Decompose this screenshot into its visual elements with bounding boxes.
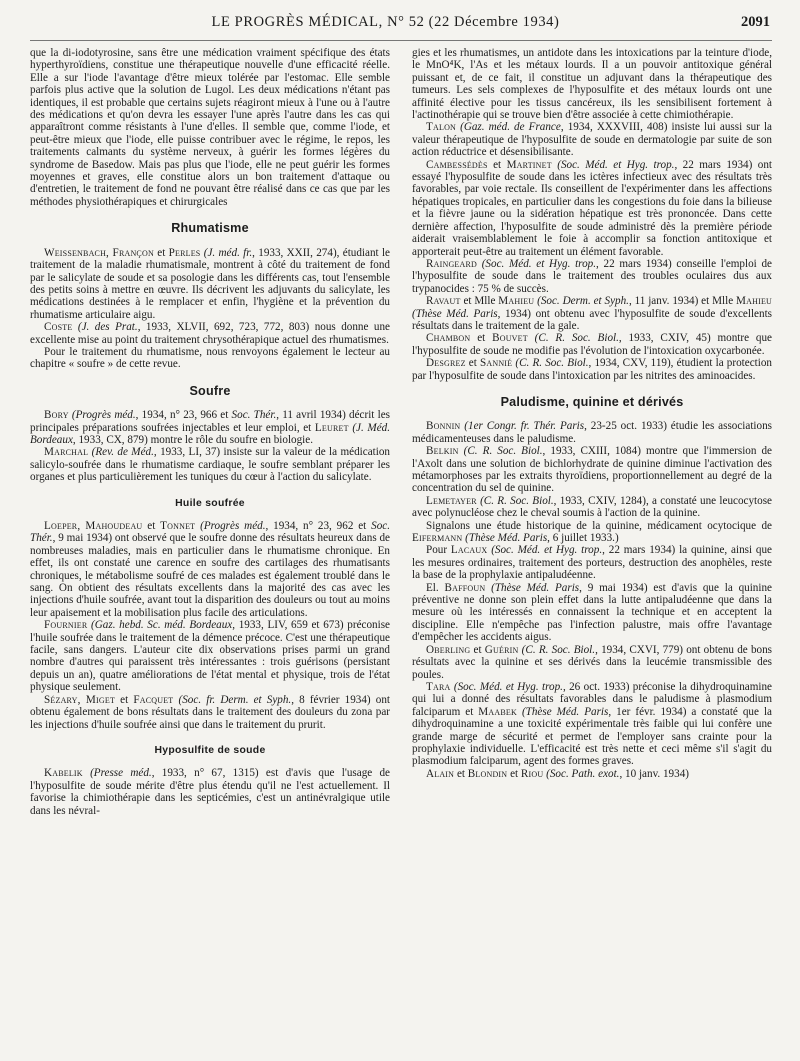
- section-heading-rhumatisme: Rhumatisme: [171, 221, 249, 236]
- journal-title: LE PROGRÈS MÉDICAL, N° 52 (22 Décembre 1934): [211, 14, 560, 30]
- running-head: [30, 14, 772, 41]
- paragraph-ravaut: Ravaut et Mlle Mahieu (Soc. Derm. et Syph., 11 janv. 1934) et Mlle Mahieu (Thèse Méd. Paris, 1934) ont obtenu avec l'hyposulfite de soude d'excellents résultats dans le traitement de la gale.: [412, 295, 773, 332]
- paragraph-belkin: Belkin (C. R. Soc. Biol., 1933, CXIII, 1084) montre que l'immersion de l'Axolt dans une solution de bichlorhydrate de quinine diminue l'activation des métamorphoses par les extraits thyroïdiens, proportionnellement au degré de la concentration du sel de quinine.: [412, 445, 772, 495]
- right-column: [412, 47, 772, 817]
- paragraph-coste: Coste (J. des Prat., 1933, XLVII, 692, 723, 772, 803) nous donne une excellente mise au point du traitement chrysothérapique actuel des rhumatismes.: [30, 321, 390, 346]
- paragraph-lacaux: Pour Lacaux (Soc. Méd. et Hyg. trop., 22 mars 1934) la quinine, ainsi que les mesures ordinaires, traitement des porteurs, destruction des anophèles, reste la base de la prophylaxie antipaludéenne.: [412, 544, 773, 582]
- paragraph-oberling: Oberling et Guérin (C. R. Soc. Biol., 1934, CXVI, 779) ont obtenu de bons résultats avec la quinine et ses dérivés dans la leucémie transmissible des poules.: [412, 643, 772, 681]
- paragraph-chambon: Chambon et Bouvet (C. R. Soc. Biol., 1933, CXIV, 45) montre que l'hyposulfite de soude ne modifie pas l'évolution de l'intoxication oxycarbonée.: [412, 332, 772, 357]
- paragraph-alain: Alain et Blondin et Riou (Soc. Path. exot., 10 janv. 1934): [426, 767, 689, 780]
- paragraph-raingeard: Raingeard (Soc. Méd. et Hyg. trop., 22 mars 1934) conseille l'emploi de l'hyposulfite de soude dans le traitement des troubles oculaires dus aux trypanocides : 75 % de succès.: [412, 257, 772, 295]
- paragraph-sezary: Sézary, Miget et Facquet (Soc. fr. Derm. et Syph., 8 février 1934) ont obtenu également de bons résultats dans le traitement des douleurs du zona par les injections d'huile soufrée ainsi que dans le traitement du prurit.: [30, 693, 390, 731]
- subsection-heading-huile-soufree: Huile soufrée: [175, 497, 245, 509]
- paragraph-talon: Talon (Gaz. méd. de France, 1934, XXXVIII, 408) insiste lui aussi sur la valeur thérapeutique de l'hyposulfite de soude en dermatologie par suite de son action réductrice et désensibilisante.: [412, 121, 772, 159]
- paragraph-fournier: Fournier (Gaz. hebd. Sc. méd. Bordeaux, 1933, LIV, 659 et 673) préconise l'huile soufrée dans le traitement de la démence précoce. C'est une thérapeutique facile, sans dangers. L'auteur cite dix observations prises parmi un grand nombre d'autres qui paraissent très intéressantes : trois guérisons (persistant depuis un an), quatre améliorations de l'état mental et physique, trois de l'état physique seulement.: [30, 619, 390, 694]
- paragraph-bonnin: Bonnin (1er Congr. fr. Thér. Paris, 23-25 oct. 1933) étudie les associations médicamenteuses dans le paludisme.: [412, 420, 773, 445]
- page-number: 2091: [741, 14, 770, 30]
- section-heading-soufre: Soufre: [189, 383, 231, 398]
- paragraph-tara: Tara (Soc. Méd. et Hyg. trop., 26 oct. 1933) préconise la dihydroquinamine qui lui a donné des résultats favorables dans le paludisme à plasmodium falciparum et Maabek (Thèse Méd. Paris, 1er févr. 1934) a constaté que la dihydroquinamine a une toxicité expérimentale très faible qui lui confère une grande marge de sécurité et permet de l'employer sans crainte pour la prophylaxie individuelle. L'efficacité est très nette et ceci même s'il s'agit du plasmodium falciparum, agent des formes graves.: [412, 680, 772, 768]
- paragraph-desgrez: Desgrez et Sannié (C. R. Soc. Biol., 1934, CXV, 119), étudient la protection par l'hyposulfite de soude dans l'intoxication par les nitrites des aminoacides.: [412, 357, 772, 382]
- paragraph-kabelik-continued: gies et les rhumatismes, un antidote dans les intoxications par la teinture d'iode, le MnO⁴K, l'As et les métaux lourds. Il a un pouvoir antitoxique général puissant et, de ce fait, il constitue un adjuvant dans la thérapeutique des tumeurs. Les sels complexes de l'hyposulfite et des métaux lourds ont une affinité élective pour les tissus cancéreux, ils les sensibilisent fortement à l'actinothérapie qui se trouve bien d'être associée à cette chimiothérapie.: [412, 47, 772, 122]
- paragraph-baffoun: El. Baffoun (Thèse Méd. Paris, 9 mai 1934) est d'avis que la quinine préventive ne donne son plein effet dans la lutte antipaludéenne que dans la mesure où les intéressés en connaissent la technique et en acceptent la discipline. Elle n'empêche pas l'infection palustre, mais offre l'avantage d'empêcher les accidents aigus.: [412, 581, 772, 644]
- paragraph-iodotyrosine: que la di-iodotyrosine, sans être une médication vraiment spécifique des états hyperthyroïdiens, constitue une thérapeutique nouvelle d'une efficacité réelle. Elle a sur l'iode l'avantage d'être mieux tolérée par l'estomac. Elle semble parfois plus active que la solution de Lugol. Les deux médications n'étant pas identiques, il est probable que certains sujets réagiront mieux à l'une ou à l'autre des médications et qu'on devra les essayer l'une après l'autre dans les cas qui apparaîtront comme résistants à l'une d'elles. Il semble que, comme l'iode, et peut-être mieux que l'iode, elle puisse contribuer avec le régime, le repos, les traitements calmants du système nerveux, à guérir les formes légères du syndrome de Basedow. Mais pas plus que l'iode, elle ne peut guérir les formes moyennes et graves, elle constitue alors un bon traitement d'attaque ou d'entretien, le traitement de fond ne pouvant être réalisé dans ce cas que par les méthodes physiothérapiques et chirurgicales: [30, 47, 390, 208]
- paragraph-marchal: Marchal (Rev. de Méd., 1933, LI, 37) insiste sur la valeur de la médication salicylo-soufrée dans le rhumatisme cardiaque, le soufre semblant préparer les organes et plus particulièrement les tuniques du cœur à l'action du salicylate.: [30, 446, 390, 484]
- paragraph-cambessedes: Cambessédès et Martinet (Soc. Méd. et Hyg. trop., 22 mars 1934) ont essayé l'hyposulfite de soude dans les ictères infectieux avec des résultats très favorables, par voie rectale. Ils conseillent de l'expérimenter dans les affections hépatiques tropicales, en particulier dans les congestions du foie dans la bilieuse et la fièvre jaune ou la sidération hépatique est très prononcée. Dans cette dernière affection, l'hyposulfite de soude administré dès la première période aiderait vraisemblablement le foie à accomplir sa fonction antitoxique et apporterait peut-être au traitement un élément favorable.: [412, 158, 772, 258]
- paragraph-loeper: Loeper, Mahoudeau et Tonnet (Progrès méd., 1934, n° 23, 962 et Soc. Thér., 9 mai 1934) ont observé que le soufre donne des résultats heureux dans de nombreuses maladies, mais en particulier dans le rhumatisme chronique. En effet, ils ont constaté une carence en soufre des cartilages des rhumatisants chroniques, le métabolisme soufré de ces malades est également troublé dans le sang. On obtient des résultats excellents dans la majorité des cas avec les injections d'huile soufrée, avant tout la disparition des douleurs ou tout au moins leur apaisement et la mobilisation plus facile des articulations.: [30, 520, 390, 619]
- left-column: [30, 47, 390, 817]
- paragraph-lemetayer: Lemetayer (C. R. Soc. Biol., 1933, CXIV, 1284), a constaté une leucocytose avec polynucléose chez le cheval soumis à l'action de la quinine.: [412, 494, 772, 520]
- paragraph-renvoi: Pour le traitement du rhumatisme, nous renvoyons également le lecteur au chapitre « soufre » de cette revue.: [30, 345, 390, 371]
- subsection-heading-hyposulfite: Hyposulfite de soude: [154, 744, 266, 756]
- paragraph-bory: Bory (Progrès méd., 1934, n° 23, 966 et Soc. Thér., 11 avril 1934) décrit les principales préparations soufrées injectables et leur emploi, et Leuret (J. Méd. Bordeaux, 1933, CX, 879) montre le rôle du soufre en biologie.: [30, 409, 390, 446]
- two-column-body: [30, 47, 772, 817]
- section-heading-paludisme: Paludisme, quinine et dérivés: [500, 394, 684, 409]
- paragraph-weissenbach: Weissenbach, Françon et Perles (J. méd. fr., 1933, XXII, 274), étudiant le traitement de la maladie rhumatismale, montrent à côté du traitement de fond par le salicylate de soude et sa posologie dans les différents cas, tout l'ensemble des petits soins à mettre en œuvre. Ils décrivent les adjuvants du salicylate, les médications destinées à le remplacer et enfin, l'hygiène et la prévention du rhumatisme articulaire aigu.: [30, 246, 390, 321]
- paragraph-signalons: Signalons une étude historique de la quinine, médicament ocytocique de Eifermann (Thèse Méd. Paris, 6 juillet 1933.): [412, 519, 772, 545]
- paragraph-kabelik: Kabelik (Presse méd., 1933, n° 67, 1315) est d'avis que l'usage de l'hyposulfite de soude mérite d'être plus étendu qu'il ne l'est actuellement. Il favorise la chimiothérapie dans les septicémies, c'est un antinévralgique utile dans les névral-: [30, 767, 391, 817]
